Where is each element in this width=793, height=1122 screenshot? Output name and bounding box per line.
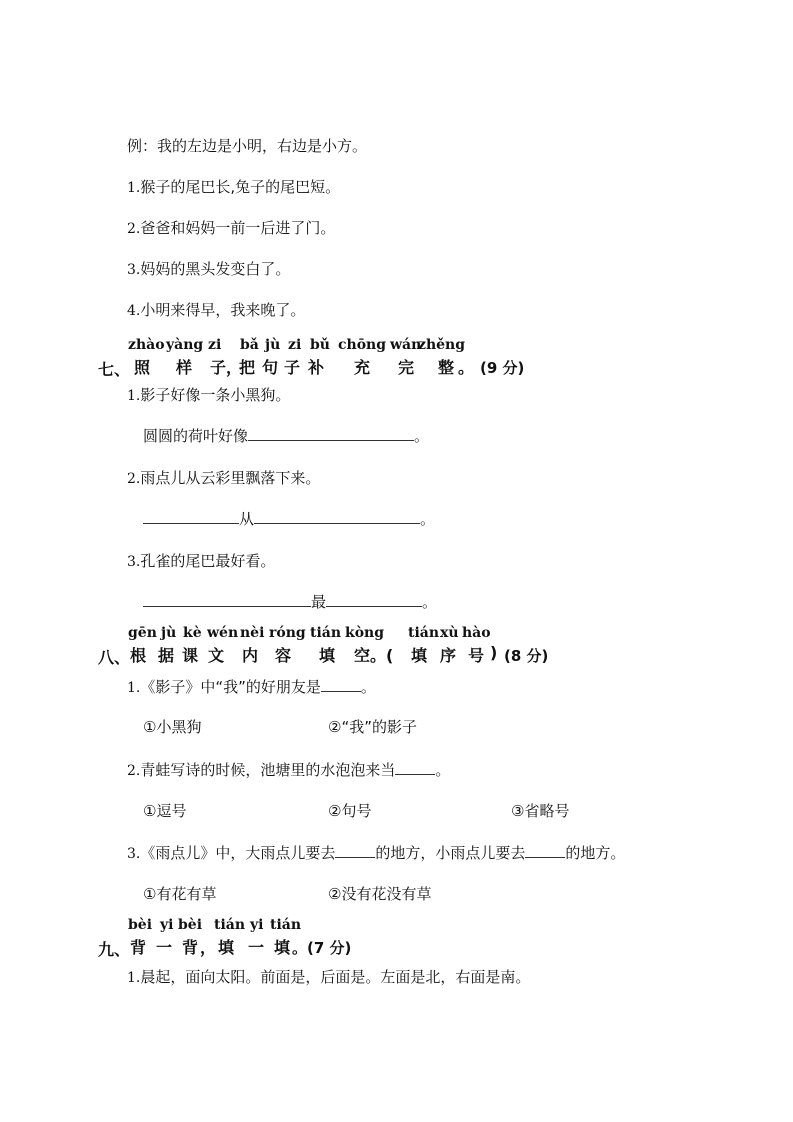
part8-option-3a: ①有花有草 [143,885,217,903]
part6-item-4: 4.小明来得早，我来晚了。 [127,301,306,319]
part6-item-2: 2.爸爸和妈妈一前一后进了门。 [127,219,336,237]
part8-option-1a: ①小黑狗 [143,718,202,736]
part7-item-2: 2.雨点儿从云彩里飘落下来。 [127,469,321,487]
section-8-heading: 八、 gēn jù kè wén nèi róng tián kòng tián xù hào 根 据 课 文 内 容 填 空 。( 填 序 号 ) (8 分) [98,625,549,667]
part7-answer-2: 从 。 [143,509,435,529]
answer-blank[interactable] [335,843,375,858]
part6-item-1: 1.猴子的尾巴长,兔子的尾巴短。 [127,178,341,196]
part8-option-2c: ③省略号 [511,802,570,820]
part8-option-2a: ①逗号 [143,802,187,820]
part7-answer-3: 最 。 [143,592,437,612]
part8-item-3: 3.《雨点儿》中，大雨点儿要去 的地方，小雨点儿要去 的地方。 [127,844,626,862]
part8-item-2: 2.青蛙写诗的时候，池塘里的水泡泡来当 。 [127,761,451,779]
answer-blank[interactable] [321,677,361,692]
answer-blank[interactable] [326,592,422,607]
section-7-heading: 七、 zhào yàng zi bǎ jù zi bǔ chōng wán zhěng 照 样 子 ， 把 句 子 补 充 完 整 。 (9 分) [98,337,525,379]
answer-blank[interactable] [248,426,414,441]
part8-option-3b: ②没有花没有草 [328,885,432,903]
example-sentence: 例：我的左边是小明，右边是小方。 [127,137,368,155]
part7-answer-1: 圆圆的荷叶好像 。 [143,427,430,445]
part8-item-1: 1.《影子》中“我”的好朋友是 。 [127,678,376,696]
part6-item-3: 3.妈妈的黑头发变白了。 [127,260,291,278]
part8-option-1b: ②“我”的影子 [328,718,417,736]
answer-blank[interactable] [525,843,565,858]
section-9-heading: 九、 bèi yi bèi tián yi tián 背 一 背 ， 填 一 填 。(7 分) [98,917,352,959]
answer-blank[interactable] [143,592,311,607]
part8-option-2b: ②句号 [328,802,372,820]
answer-blank[interactable] [143,509,239,524]
part7-item-3: 3.孔雀的尾巴最好看。 [127,552,276,570]
answer-blank[interactable] [254,509,420,524]
part7-item-1: 1.影子好像一条小黑狗。 [127,386,291,404]
part9-item-1: 1.晨起，面向太阳。前面是，后面是。左面是北，右面是南。 [127,968,531,986]
answer-blank[interactable] [395,760,435,775]
